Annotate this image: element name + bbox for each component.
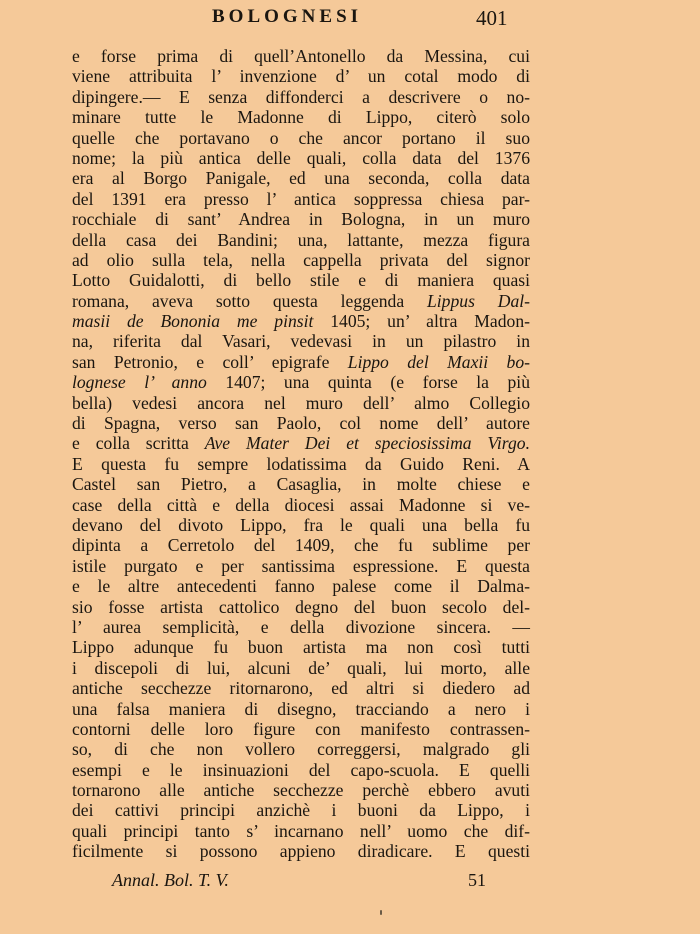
text-line (72, 413, 530, 433)
text-segment: 1407; una quinta (e forse la più (206, 372, 530, 393)
text-line (72, 658, 530, 678)
text-line (72, 311, 530, 331)
text-line (72, 576, 530, 596)
text-line (72, 148, 530, 168)
text-segment: Lotto Guidalotti, di bello stile e di maniera quasi (72, 270, 530, 291)
text-line (72, 372, 530, 392)
paper-speck (380, 910, 382, 915)
text-line (72, 352, 530, 372)
text-segment: ad olio sulla tela, nella cappella privata del signor (72, 249, 530, 270)
text-line (72, 107, 530, 127)
text-segment: masii de Bononia me pinsit (72, 311, 314, 332)
page-number: 401 (476, 6, 508, 30)
text-line (72, 617, 530, 637)
text-segment: romana, aveva sotto questa leggenda (72, 290, 427, 311)
text-line (72, 474, 530, 494)
text-segment: e forse prima di quell’Antonello da Messina, cui (72, 46, 530, 66)
text-line (72, 760, 530, 780)
text-segment: istile purgato e per santissima espressione. E questa (72, 555, 530, 576)
text-line (72, 331, 530, 351)
text-segment: lognese l’ anno (72, 372, 207, 393)
text-segment: so, di che non vollero correggersi, malgrado gli (72, 739, 530, 760)
text-segment: Lippo del Maxii bo- (347, 351, 530, 372)
text-line (72, 209, 530, 229)
running-title: BOLOGNESI (212, 6, 363, 27)
text-segment: antiche secchezze ritornarono, ed altri si diedero ad (72, 678, 530, 699)
text-segment: dei cattivi principi anzichè i buoni da Lippo, i (72, 800, 530, 821)
text-line (72, 270, 530, 290)
text-line (72, 393, 530, 413)
text-line (72, 495, 530, 515)
text-line (72, 821, 530, 841)
text-segment: sio fosse artista cattolico degno del buon secolo del- (72, 596, 530, 617)
text-segment: quelle che portavano o che ancor portano il suo (72, 127, 530, 148)
text-segment: devano del divoto Lippo, fra le quali una bella fu (72, 514, 530, 535)
text-segment: dipingere.— E senza diffonderci a descrivere o no- (72, 86, 530, 107)
text-segment: di Spagna, verso san Paolo, col nome dell’ autore (72, 413, 530, 434)
text-segment: Ave Mater Dei et speciosissima Virgo. (204, 433, 530, 454)
text-line (72, 556, 530, 576)
text-line (72, 699, 530, 719)
text-line (72, 66, 530, 86)
text-segment: dipinta a Cerretolo del 1409, che fu sublime per (72, 535, 530, 556)
text-segment: E questa fu sempre lodatissima da Guido Reni. A (72, 453, 530, 474)
text-segment: del 1391 era presso l’ antica soppressa chiesa par- (72, 188, 530, 209)
text-line (72, 168, 530, 188)
text-segment: tornarono alle antiche secchezze perchè ebbero avuti (72, 780, 530, 801)
text-segment: esempi e le insinuazioni del capo-scuola. E quelli (72, 759, 530, 780)
text-segment: quali principi tanto s’ incarnano nell’ uomo che dif- (72, 820, 530, 841)
text-segment: bella) vedesi ancora nel muro dell’ almo Collegio (72, 392, 530, 413)
text-line (72, 719, 530, 739)
text-line (72, 291, 530, 311)
text-line (72, 515, 530, 535)
text-segment: una falsa maniera di disegno, tracciando a nero i (72, 698, 530, 719)
text-segment: era al Borgo Panigale, ed una seconda, colla data (72, 168, 530, 189)
text-segment: e le altre antecedenti fanno palese come il Dalma- (72, 576, 530, 597)
text-segment: 1405; un’ altra Madon- (313, 311, 530, 332)
text-segment: contorni delle loro figure con manifesto contrassen- (72, 718, 530, 739)
text-segment: case della città e della diocesi assai Madonne si ve- (72, 494, 530, 515)
text-line (72, 597, 530, 617)
text-line (72, 535, 530, 555)
text-line (72, 637, 530, 657)
text-segment: rocchiale di sant’ Andrea in Bologna, in un muro (72, 209, 530, 230)
text-line (72, 800, 530, 820)
text-line (72, 128, 530, 148)
text-segment: Lippo adunque fu buon artista ma non così tutti (72, 637, 530, 658)
body-text (72, 46, 530, 862)
signature-note: Annal. Bol. T. V. (112, 870, 229, 890)
text-segment: e colla scritta (72, 433, 205, 454)
text-segment: l’ aurea semplicità, e della divozione sincera. — (72, 616, 530, 637)
text-segment: Castel san Pietro, a Casaglia, in molte chiese e (72, 474, 530, 495)
text-line (72, 678, 530, 698)
text-line (72, 230, 530, 250)
text-segment: na, riferita dal Vasari, vedevasi in un pilastro in (72, 331, 530, 352)
text-segment: minare tutte le Madonne di Lippo, citerò solo (72, 107, 530, 128)
text-line (72, 189, 530, 209)
running-head (0, 6, 700, 32)
page-footer (0, 870, 700, 894)
text-line (72, 780, 530, 800)
text-segment: san Petronio, e coll’ epigrafe (72, 351, 348, 372)
text-line (72, 454, 530, 474)
signature-mark: 51 (468, 870, 486, 890)
text-line (72, 739, 530, 759)
text-segment: viene attribuita l’ invenzione d’ un cotal modo di (72, 66, 530, 87)
text-segment: i discepoli di lui, alcuni de’ quali, lui morto, alle (72, 657, 530, 678)
text-line (72, 87, 530, 107)
text-segment: della casa dei Bandini; una, lattante, mezza figura (72, 229, 530, 250)
text-segment: ficilmente si possono appieno diradicare. E questi (72, 841, 530, 862)
text-segment: nome; la più antica delle quali, colla data del 1376 (72, 147, 530, 168)
text-line (72, 46, 530, 66)
text-line (72, 250, 530, 270)
text-segment: Lippus Dal- (427, 290, 530, 311)
text-line (72, 841, 530, 861)
text-line (72, 433, 530, 453)
